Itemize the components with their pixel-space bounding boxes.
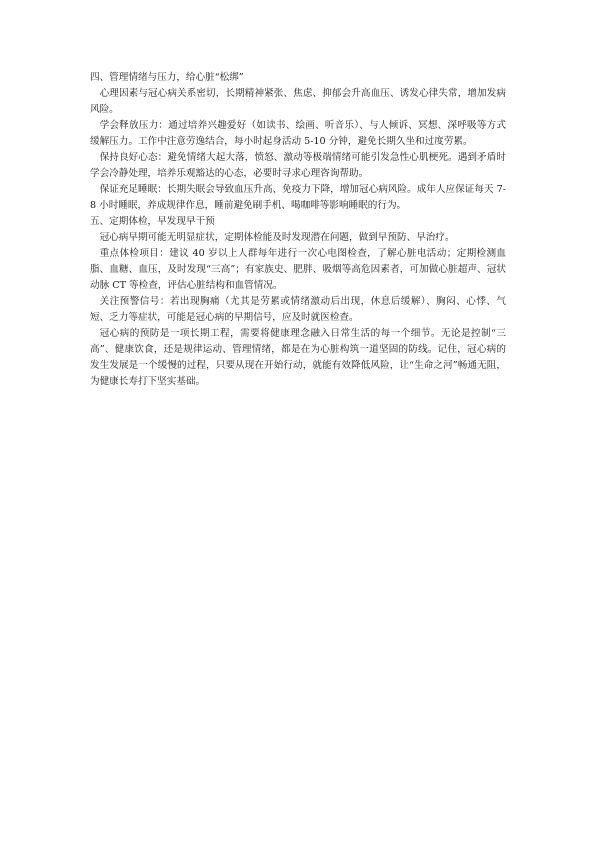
good-mindset-paragraph: 保持良好心态：避免情绪大起大落，愤怒、激动等极端情绪可能引发急性心肌梗死。遇到矛盾时学会冷静处理，培养乐观豁达的心态，必要时寻求心理咨询帮助。 [90, 152, 506, 179]
document-body [90, 70, 506, 390]
sleep-paragraph: 保证充足睡眠：长期失眠会导致血压升高、免疫力下降，增加冠心病风险。成年人应保证每天 7-8 小时睡眠，养成规律作息，睡前避免刷手机、喝咖啡等影响睡眠的行为。 [90, 184, 506, 211]
conclusion-paragraph: 冠心病的预防是一项长期工程，需要将健康理念融入日常生活的每一个细节。无论是控制“三高”、健康饮食，还是规律运动、管理情绪，都是在为心脏构筑一道坚固的防线。记住，冠心病的发生发展是一个缓慢的过程，只要从现在开始行动，就能有效降低风险，让“生命之河”畅通无阻，为健康长寿打下坚实基础。 [90, 328, 506, 387]
warning-signs-paragraph: 关注预警信号：若出现胸痛（尤其是劳累或情绪激动后出现，休息后缓解）、胸闷、心悸、气短、乏力等症状，可能是冠心病的早期信号，应及时就医检查。 [90, 296, 506, 323]
checkup-items-paragraph: 重点体检项目：建议 40 岁以上人群每年进行一次心电图检查，了解心脏电活动；定期检测血脂、血糖、血压，及时发现“三高”；有家族史、肥胖、吸烟等高危因素者，可加做心脏超声、冠状动脉 CT 等检查，评估心脏结构和血管情况。 [90, 248, 506, 291]
section-5-intro-paragraph: 冠心病早期可能无明显症状，定期体检能及时发现潜在问题，做到早预防、早治疗。 [99, 232, 455, 243]
section-5-heading: 五、定期体检，早发现早干预 [90, 216, 215, 227]
stress-release-paragraph: 学会释放压力：通过培养兴趣爱好（如读书、绘画、听音乐）、与人倾诉、冥想、深呼吸等方式缓解压力。工作中注意劳逸结合，每小时起身活动 5-10 分钟，避免长期久坐和过度劳累。 [90, 120, 506, 147]
section-4-heading: 四、管理情绪与压力，给心脏“松绑” [90, 72, 244, 83]
section-4-intro-paragraph: 心理因素与冠心病关系密切，长期精神紧张、焦虑、抑郁会升高血压、诱发心律失常，增加发病风险。 [90, 88, 506, 115]
